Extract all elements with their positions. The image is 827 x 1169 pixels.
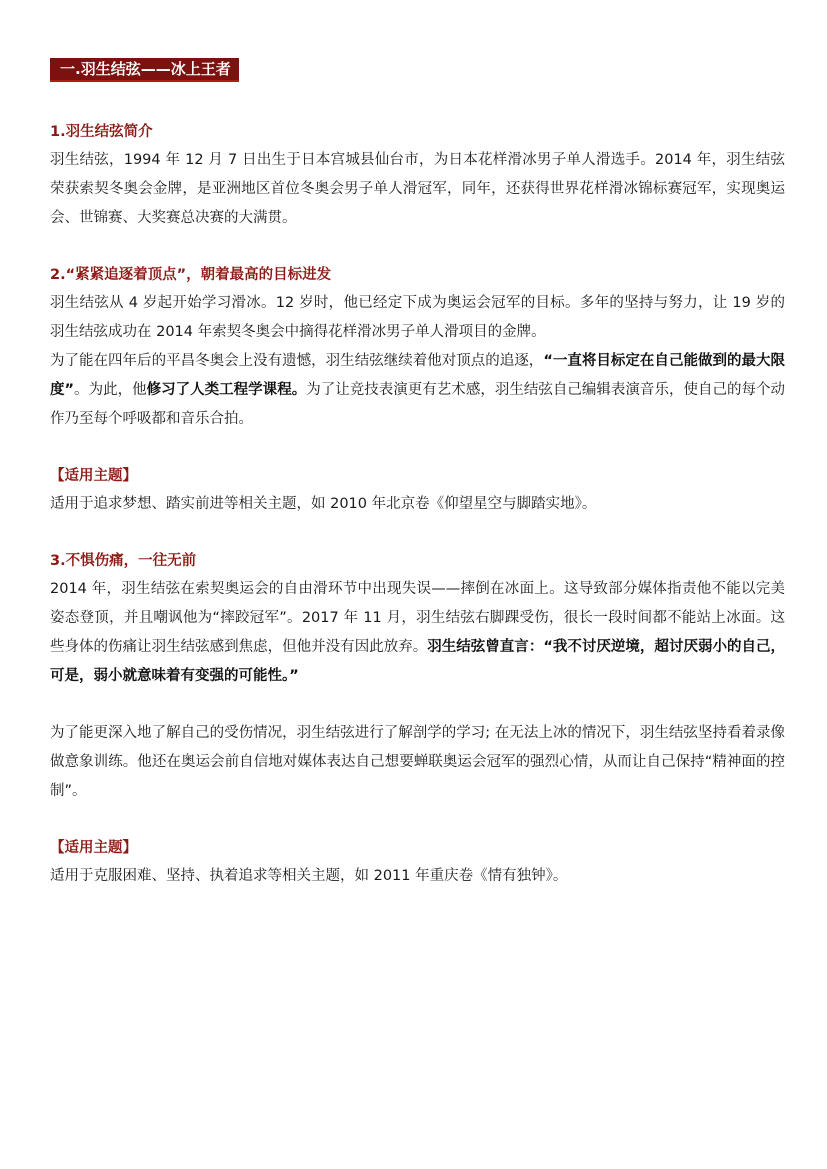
section-heading-intro: 1.羽生结弦简介: [50, 124, 153, 140]
section-goal-paragraph-2: [50, 347, 785, 434]
section-heading-injury: 3.不惧伤痛，一往无前: [50, 553, 197, 569]
document-page: [50, 58, 785, 891]
injury-quote-bold: 羽生结弦曾直言：“我不讨厌逆境，超讨厌弱小的自己，可是，弱小就意味着有变强的可能性。”: [50, 639, 786, 684]
section-intro-text: 羽生结弦，1994 年 12 月 7 日出生于日本宫城县仙台市，为日本花样滑冰男子单人滑选手。2014 年，羽生结弦荣获索契冬奥会金牌，是亚洲地区首位冬奥会男子单人滑冠军，同年，还获得世界花样滑冰锦标赛冠军，实现奥运会、世锦赛、大奖赛总决赛的大满贯。: [50, 152, 785, 226]
theme-text-1: 适用于追求梦想、踏实前进等相关主题，如 2010 年北京卷《仰望星空与脚踏实地》。: [50, 496, 597, 512]
section-injury-paragraph-1: [50, 575, 785, 691]
injury-text-a: 2014 年，羽生结弦在索契奥运会的自由滑环节中出现失误——摔倒在冰面上。这导致部分媒体指责他不能以完美姿态登顶，并且嘲讽他为“摔跤冠军”。2017 年 11 月，羽生结弦右脚踝受伤，很长一段时间都不能站上冰面。这些身体的伤痛让羽生结弦感到焦虑，但他并没有因此放弃。: [50, 581, 785, 655]
goal-text-a: 为了能在四年后的平昌冬奥会上没有遗憾，羽生结弦继续着他对顶点的追逐，: [50, 353, 544, 369]
theme-label-2: 【适用主题】: [50, 840, 137, 856]
section-heading-goal: 2.“紧紧追逐着顶点”，朝着最高的目标进发: [50, 267, 332, 283]
goal-text-e: 为了让竞技表演更有艺术感，羽生结弦自己编辑表演音乐，使自己的每个动作乃至每个呼吸都和音乐合拍。: [50, 382, 786, 427]
theme-text-2: 适用于克服困难、坚持、执着追求等相关主题，如 2011 年重庆卷《情有独钟》。: [50, 868, 568, 884]
goal-course-bold: 修习了人类工程学课程。: [146, 382, 307, 398]
theme-label-1: 【适用主题】: [50, 468, 137, 484]
section-injury-paragraph-2: 为了能更深入地了解自己的受伤情况，羽生结弦进行了解剖学的学习; 在无法上冰的情况下，羽生结弦坚持看着录像做意象训练。他还在奥运会前自信地对媒体表达自己想要蝉联奥运会冠军的强烈心情，从而让自己保持“精神面的控制”。: [50, 725, 785, 799]
goal-quote-bold: “一直将目标定在自己能做到的最大限度”: [50, 353, 786, 398]
section-goal-paragraph-1: 羽生结弦从 4 岁起开始学习滑冰。12 岁时，他已经定下成为奥运会冠军的目标。多年的坚持与努力，让 19 岁的羽生结弦成功在 2014 年索契冬奥会中摘得花样滑冰男子单人滑项目的金牌。: [50, 295, 785, 340]
goal-text-c: 。为此，他: [74, 382, 147, 398]
chapter-title-banner: 一.羽生结弦——冰上王者: [50, 58, 239, 82]
